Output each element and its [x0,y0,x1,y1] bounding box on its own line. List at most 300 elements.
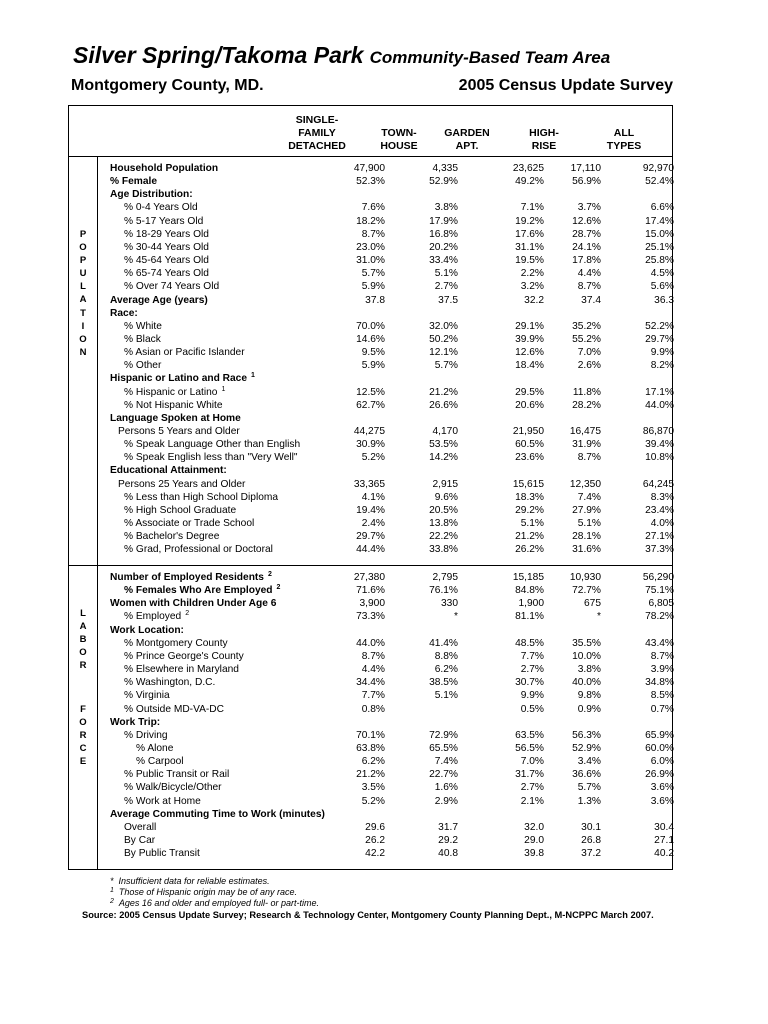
table-cell: 0.8% [361,703,385,715]
table-row [0,346,768,359]
row-label-text: % Less than High School Diploma [124,491,279,503]
table-cell: 32.0 [524,821,544,833]
table-row [0,768,768,781]
row-label-text: % Virginia [124,690,170,702]
column-header-line: ALL [613,127,635,139]
row-label [124,201,198,214]
table-cell: 29.1% [515,320,544,332]
table-cell: 5.7% [361,268,385,280]
table-row [0,201,768,214]
footnote-text: Those of Hispanic origin may be of any race. [118,887,297,897]
table-cell: 29.7% [645,333,674,345]
table-row [0,676,768,689]
table-cell: 3,900 [359,598,385,610]
row-label [124,530,219,543]
table-cell: 81.1% [515,611,544,623]
source-note: Source: 2005 Census Update Survey; Research & Technology Center, Montgomery County Planning Dept., M-NCPPC March 2007. [82,910,654,920]
table-cell: 71.6% [356,585,385,597]
section-letter: F [80,704,86,715]
table-cell: 44.0% [645,399,674,411]
table-cell: 56.5% [515,742,544,754]
row-label-text: Work Location: [110,624,184,636]
table-row [0,280,768,293]
row-label [136,742,173,755]
table-cell: 8.7% [361,228,385,240]
footnote [110,876,270,886]
table-row [0,584,768,597]
footnote-marker: 1 [221,385,226,393]
table-cell: 8.3% [650,491,674,503]
table-cell: 19.4% [356,504,385,516]
table-cell: 60.0% [645,742,674,754]
table-cell: 4.4% [577,268,601,280]
table-row [0,847,768,860]
row-label-text: % Speak English less than "Very Well" [124,452,298,464]
section-letter: C [79,743,87,755]
table-cell: 4.1% [361,491,385,503]
row-label [124,399,223,412]
table-cell: 7.7% [361,690,385,702]
table-cell: 19.2% [515,215,544,227]
column-header-line [427,114,507,127]
row-label-text: % Other [124,360,162,372]
table-cell: 26.2 [365,835,385,846]
table-cell: 36.3 [654,294,674,306]
table-row [0,399,768,412]
section-letter: O [79,717,87,729]
row-label-text: % 18-29 Years Old [124,228,209,240]
table-cell: 5.6% [650,281,674,293]
row-label-text: % Grad, Professional or Doctoral [124,544,273,556]
table-cell: 8.8% [434,650,458,662]
table-cell: 12,350 [569,478,601,490]
row-label [110,624,184,637]
table-cell: 39.4% [645,439,674,451]
table-cell: 3.6% [650,782,674,794]
table-cell: 32.2 [524,294,544,306]
section-letter: O [79,647,87,659]
table-cell: 9.5% [361,347,385,359]
row-label [110,372,255,385]
column-header-line: RISE [531,140,557,152]
row-label [118,478,245,491]
table-cell: 78.2% [645,611,674,623]
table-row [0,294,768,307]
row-label-text: % 5-17 Years Old [124,215,204,227]
table-cell: 72.7% [572,585,601,597]
section-letter: L [80,281,86,293]
table-cell: 39.8 [524,848,544,860]
row-label [124,386,225,399]
table-cell: 21.2% [429,386,458,398]
table-row [0,504,768,517]
table-cell: 7.1% [520,202,544,214]
table-cell: 26.2% [515,544,544,556]
table-cell: 35.5% [572,637,601,649]
table-row [0,320,768,333]
row-label [110,412,241,425]
column-header-line: FAMILY [298,127,336,139]
table-row [0,808,768,821]
table-row [0,307,768,320]
table-cell: 70.1% [356,729,385,741]
table-cell: 22.7% [429,769,458,781]
row-label-text: Hispanic or Latino and Race [110,373,247,385]
table-cell: 29.7% [356,531,385,543]
table-row [0,821,768,834]
table-cell: 7.4% [577,491,601,503]
table-cell: 15.0% [645,228,674,240]
table-cell: 16,475 [569,426,601,437]
table-row [0,215,768,228]
table-cell: 40.2 [654,848,674,860]
table-cell: 3.4% [577,756,601,768]
table-cell: 2.7% [434,281,458,293]
table-cell: 21.2% [356,769,385,781]
table-cell: 3.2% [520,281,544,293]
row-label-text: % Walk/Bicycle/Other [124,782,222,794]
table-cell: 18.2% [356,215,385,227]
table-cell: 64,245 [642,478,674,490]
row-label-text: % Females Who Are Employed [124,585,273,597]
table-row [0,543,768,556]
table-row [0,755,768,768]
table-row [0,491,768,504]
footnote-marker: 2 [267,571,272,578]
table-cell: 34.4% [356,677,385,689]
table-cell: 22.2% [429,531,458,543]
table-cell: 28.2% [572,399,601,411]
table-cell: 2,915 [432,478,458,490]
table-cell: 8.7% [577,452,601,464]
table-cell: 84.8% [515,585,544,597]
row-label [124,676,215,689]
table-row [0,530,768,543]
table-cell: 37.4 [581,294,601,306]
table-cell: 38.5% [429,677,458,689]
table-cell: 9.8% [577,690,601,702]
table-cell: 43.4% [645,637,674,649]
row-label [124,215,203,228]
table-cell: 75.1% [645,585,674,597]
table-cell: 52.3% [356,176,385,188]
table-cell: 56.3% [572,729,601,741]
table-cell: 92,970 [642,163,674,174]
row-label [124,584,280,597]
table-cell: 5.1% [520,518,544,530]
table-row [0,425,768,438]
table-cell: 2.1% [520,795,544,807]
table-cell: 5.1% [434,690,458,702]
table-cell: 7.0% [577,347,601,359]
table-cell: 26.6% [429,399,458,411]
row-label [124,847,200,860]
table-row [0,333,768,346]
table-row [0,716,768,729]
header-divider [68,156,673,157]
footnote-mark: 2 [110,898,114,905]
subtitle-text: Community-Based Team Area [369,48,611,67]
table-row [0,610,768,623]
table-cell: 37.5 [438,294,458,306]
table-cell: 7.7% [520,650,544,662]
row-label-text: % Public Transit or Rail [124,769,230,781]
table-row [0,359,768,372]
table-cell: 31.6% [572,544,601,556]
table-cell: 4.4% [361,664,385,676]
table-cell: 53.5% [429,439,458,451]
row-label-text: % 45-64 Years Old [124,255,209,267]
column-header-line: TYPES [606,140,642,152]
row-label [124,781,222,794]
table-cell: 1.3% [577,795,601,807]
table-cell: 2.9% [434,795,458,807]
table-cell: 18.4% [515,360,544,372]
table-row [0,464,768,477]
table-cell: * [454,611,458,623]
footnote-marker: 2 [185,610,190,618]
table-cell: 47,900 [353,163,385,174]
table-cell: 0.5% [520,703,544,715]
table-cell: 55.2% [572,333,601,345]
row-label-text: % Female [110,176,157,188]
row-label-text: % Associate or Trade School [124,518,255,530]
row-label [124,703,224,716]
row-label [124,267,209,280]
table-cell: 52.2% [645,320,674,332]
row-label [124,795,201,808]
table-cell: 28.1% [572,531,601,543]
table-row [0,175,768,188]
row-label [124,241,209,254]
table-cell: 32.0% [429,320,458,332]
table-cell: 6,805 [648,598,674,610]
section-letter: E [79,756,87,768]
section-letter: L [80,608,86,619]
table-row [0,781,768,794]
table-cell: 27,380 [353,572,385,583]
table-cell: 1.6% [434,782,458,794]
table-cell: 76.1% [429,585,458,597]
table-cell: 37.2 [581,848,601,860]
table-cell: 7.6% [361,202,385,214]
table-cell: 27.1% [645,531,674,543]
table-cell: 8.5% [650,690,674,702]
table-cell: 37.8 [365,294,385,306]
table-cell: 33,365 [353,478,385,490]
row-label-text: % 65-74 Years Old [124,268,209,280]
table-cell: 48.5% [515,637,544,649]
table-cell: 29.6 [365,821,385,833]
table-cell: 5.7% [434,360,458,372]
row-label-text: By Public Transit [124,848,200,860]
row-label-text: % Employed [124,611,182,623]
section-divider [68,565,673,566]
table-cell: 3.6% [650,795,674,807]
table-cell: 21,950 [512,426,544,437]
row-label [124,491,278,504]
row-label-text: % Speak Language Other than English [124,439,301,451]
title-text: Silver Spring/Takoma Park [73,42,364,68]
row-label-text: % Washington, D.C. [124,677,216,689]
row-label [124,438,300,451]
row-label-text: Number of Employed Residents [110,572,264,583]
table-cell: * [597,611,601,623]
table-row [0,267,768,280]
section-letter: R [79,730,87,742]
table-cell: 7.0% [520,756,544,768]
row-label [110,464,227,477]
table-row [0,162,768,175]
column-header-line: APT. [455,140,479,152]
table-cell: 5.1% [434,268,458,280]
table-cell: 8.2% [650,360,674,372]
table-cell: 9.6% [434,491,458,503]
table-cell: 23,625 [512,163,544,174]
row-label [124,663,239,676]
table-cell: 2.6% [577,360,601,372]
table-cell: 23.6% [515,452,544,464]
table-cell: 30.9% [356,439,385,451]
row-label [124,543,273,556]
page-title [73,42,610,69]
row-label-text: Educational Attainment: [110,465,227,477]
row-label [124,650,244,663]
table-cell: 73.3% [356,611,385,623]
column-header [584,114,664,153]
row-label-text: Overall [124,821,157,833]
table-cell: 63.5% [515,729,544,741]
survey-label: 2005 Census Update Survey [458,77,673,94]
table-cell: 17.8% [572,255,601,267]
row-label-text: Average Commuting Time to Work (minutes) [110,808,325,820]
table-row [0,478,768,491]
table-cell: 28.7% [572,228,601,240]
table-cell: 52.4% [645,176,674,188]
table-row [0,703,768,716]
table-cell: 6.2% [434,664,458,676]
table-cell: 37.3% [645,544,674,556]
table-cell: 2.2% [520,268,544,280]
table-row [0,438,768,451]
table-cell: 10,930 [569,572,601,583]
row-label [124,451,298,464]
table-cell: 44.0% [356,637,385,649]
table-cell: 4.0% [650,518,674,530]
table-row [0,571,768,584]
table-cell: 17.6% [515,228,544,240]
section-letter: R [79,660,87,672]
table-row [0,834,768,847]
table-cell: 63.8% [356,742,385,754]
table-cell: 35.2% [572,320,601,332]
table-cell: 17.9% [429,215,458,227]
column-header [427,114,507,153]
row-label [124,610,189,623]
table-row [0,372,768,385]
table-row [0,742,768,755]
row-label-text: % Montgomery County [124,637,228,649]
row-label-text: % White [124,320,162,332]
table-cell: 3.5% [361,782,385,794]
table-cell: 29.2% [515,504,544,516]
row-label [124,689,170,702]
table-cell: 65.5% [429,742,458,754]
row-label [124,729,168,742]
table-row [0,689,768,702]
row-label-text: % Alone [136,742,174,754]
table-cell: 5.7% [577,782,601,794]
footnote-mark: * [110,876,114,886]
row-label [124,821,156,834]
table-cell: 25.1% [645,241,674,253]
row-label-text: Language Spoken at Home [110,412,241,424]
column-header-line: TOWN- [381,127,417,139]
table-cell: 8.7% [577,281,601,293]
table-cell: 5.9% [361,360,385,372]
table-cell: 8.7% [361,650,385,662]
row-label-text: Household Population [110,163,219,174]
table-cell: 2,795 [432,572,458,583]
row-label-text: Age Distribution: [110,189,193,201]
table-cell: 13.8% [429,518,458,530]
row-label-text: Women with Children Under Age 6 [110,598,277,610]
table-cell: 8.7% [650,650,674,662]
table-cell: 65.9% [645,729,674,741]
table-cell: 5.2% [361,795,385,807]
table-cell: 5.1% [577,518,601,530]
table-cell: 16.8% [429,228,458,240]
table-cell: 20.2% [429,241,458,253]
table-cell: 12.5% [356,386,385,398]
footnote-text: Insufficient data for reliable estimates. [118,876,270,886]
row-label-text: % Prince George's County [124,650,244,662]
table-cell: 14.2% [429,452,458,464]
table-cell: 3.8% [577,664,601,676]
table-cell: 0.7% [650,703,674,715]
county-label: Montgomery County, MD. [71,77,264,94]
column-header [504,114,584,153]
row-label [124,280,219,293]
table-cell: 11.8% [572,386,601,398]
table-row [0,637,768,650]
row-label [110,571,272,584]
row-label [124,254,209,267]
footnote-mark: 1 [110,887,114,894]
table-cell: 15,615 [512,478,544,490]
table-cell: 40.8 [438,848,458,860]
table-cell: 2.7% [520,782,544,794]
footnote-marker: 2 [276,584,281,592]
table-cell: 52.9% [572,742,601,754]
column-header-line [584,114,664,127]
row-label [110,307,138,320]
row-label [124,228,209,241]
row-label-text: % Driving [124,729,168,741]
table-cell: 31.0% [356,255,385,267]
column-header-line: HIGH- [529,127,559,139]
table-row [0,241,768,254]
row-label-text: % Bachelor's Degree [124,531,220,543]
table-cell: 12.6% [515,347,544,359]
row-label [110,162,218,175]
row-label [124,320,162,333]
table-cell: 44.4% [356,544,385,556]
row-label-text: Work Trip: [110,716,161,728]
table-cell: 12.1% [429,347,458,359]
table-cell: 4.5% [650,268,674,280]
table-cell: 4,170 [432,426,458,437]
